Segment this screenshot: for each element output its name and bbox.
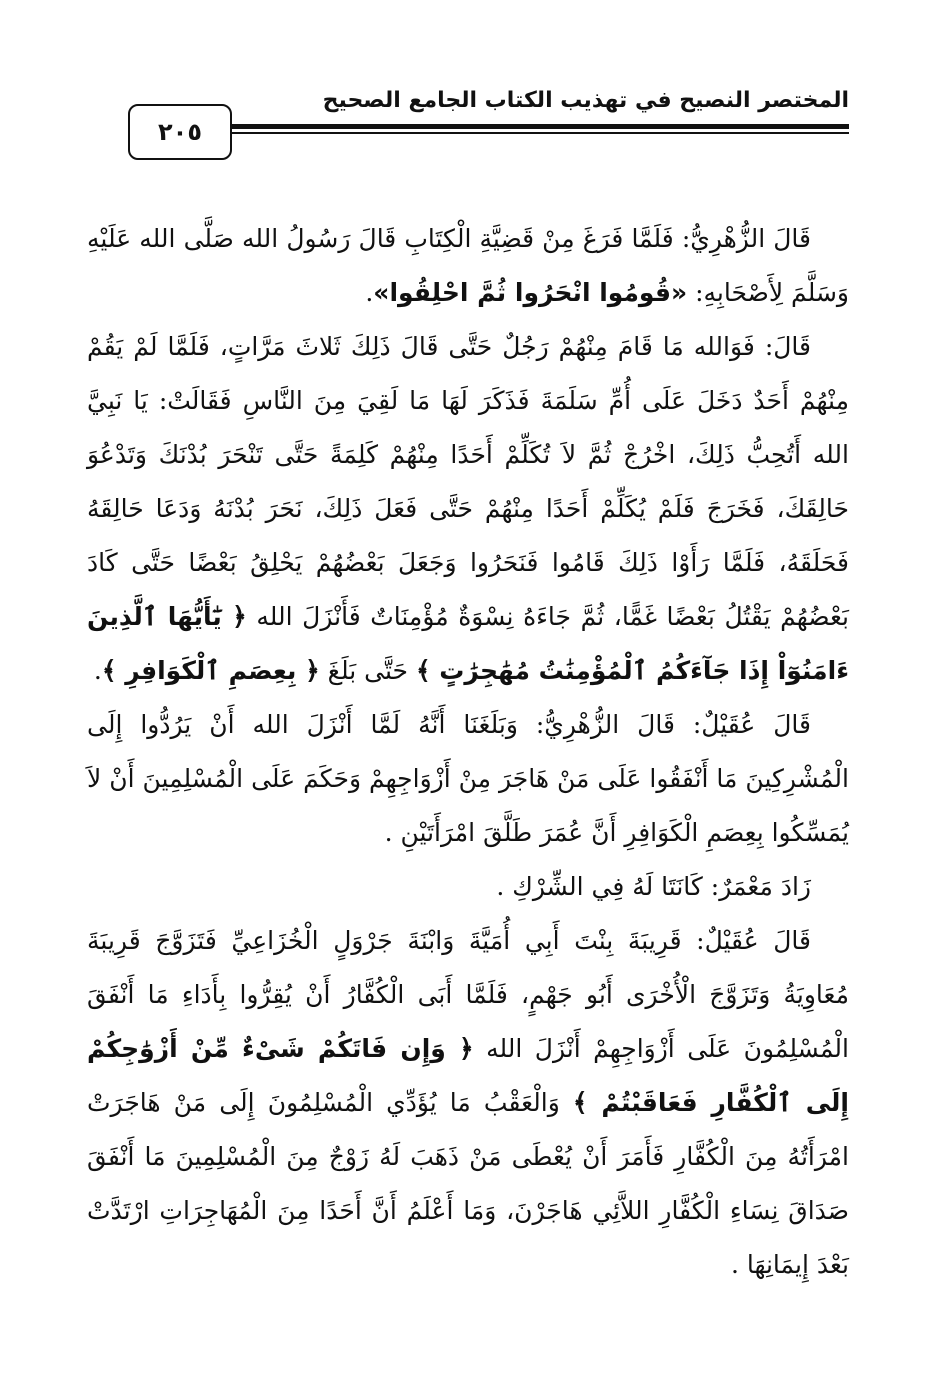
- page-number-frame: [128, 104, 232, 160]
- paragraph: [87, 860, 849, 914]
- page-number: ٢٠٥: [158, 118, 202, 146]
- header-rule-thin: [232, 132, 849, 134]
- paragraph-text: قَالَ: فَوَالله مَا قَامَ مِنْهُمْ رَجُلٌ حَتَّى قَالَ ذَلِكَ ثَلاثَ مَرَّاتٍ، فَلَمَّا لَمْ يَقُمْ مِنْهُمْ أَحَدٌ دَخَلَ عَلَى أُمِّ سَلَمَةَ فَذَكَرَ لَهَا مَا لَقِيَ مِنَ النَّاسِ فَقَالَتْ: يَا نَبِيَّ الله أَتُحِبُّ ذَلِكَ، اخْرُجْ ثُمَّ لاَ تُكَلِّمْ أَحَدًا مِنْهُمْ كَلِمَةً حَتَّى تَنْحَرَ بُدْنَكَ وَتَدْعُوَ حَالِقَكَ، فَخَرَجَ فَلَمْ يُكَلِّمْ أَحَدًا مِنْهُمْ حَتَّى فَعَلَ ذَلِكَ، نَحَرَ بُدْنَهُ وَدَعَا حَالِقَهُ فَحَلَقَهُ، فَلَمَّا رَأَوْا ذَلِكَ قَامُوا فَنَحَرُوا وَجَعَلَ بَعْضُهُمْ يَحْلِقُ بَعْضًا حَتَّى كَادَ بَعْضُهُمْ يَقْتُلُ بَعْضًا غَمًّا، ثُمَّ جَاءَهُ نِسْوَةٌ مُؤْمِنَاتٌ فَأَنْزَلَ الله: [87, 332, 849, 631]
- paragraph-text: .: [365, 278, 374, 307]
- paragraph: [87, 914, 849, 1292]
- hadith-quote: «قُومُوا انْحَرُوا ثُمَّ احْلِقُوا»: [373, 278, 688, 307]
- quran-verse: ﴿ يَٰٓأَيُّهَا ٱلَّذِينَ ءَامَنُوٓاْ إِذَا جَآءَكُمُ ٱلْمُؤْمِنَٰتُ مُهَٰجِرَٰتٍ ﴾: [87, 602, 849, 685]
- running-title: المختصر النصيح في تهذيب الكتاب الجامع الصحيح: [322, 88, 849, 113]
- paragraph-text: زَادَ مَعْمَرٌ: كَانَتَا لَهُ فِي الشِّرْكِ .: [496, 872, 811, 901]
- quran-verse: ﴿ وَإِن فَاتَكُمْ شَىْءٌ مِّنْ أَزْوَٰجِكُمْ إِلَى ٱلْكُفَّارِ فَعَاقَبْتُمْ ﴾: [87, 1034, 849, 1117]
- paragraph-text: .: [93, 656, 102, 685]
- paragraph: [87, 698, 849, 860]
- paragraph-text: قَالَ عُقَيْلٌ: قَرِيبَةَ بِنْتَ أَبِي أُمَيَّةَ وَابْنَةَ جَرْوَلٍ الْخُزَاعِيِّ فَتَزَوَّجَ قَرِيبَةَ مُعَاوِيَةُ وَتَزَوَّجَ الْأُخْرَى أَبُو جَهْمٍ، فَلَمَّا أَبَى الْكُفَّارُ أَنْ يُقِرُّوا بِأَدَاءِ مَا أَنْفَقَ الْمُسْلِمُونَ عَلَى أَزْوَاجِهِمْ أَنْزَلَ الله: [87, 926, 849, 1063]
- paragraph-text: قَالَ الزُّهْرِيُّ: فَلَمَّا فَرَغَ مِنْ قَضِيَّةِ الْكِتَابِ قَالَ رَسُولُ الله صَلَّى الله عَلَيْهِ وَسَلَّمَ لِأَصْحَابِهِ:: [87, 224, 849, 307]
- quran-verse: ﴿ بِعِصَمِ ٱلْكَوَافِرِ ﴾: [101, 656, 320, 685]
- paragraph-text: قَالَ عُقَيْلٌ: قَالَ الزُّهْرِيُّ: وَبَلَغَنَا أَنَّهُ لَمَّا أَنْزَلَ الله أَنْ يَرُدُّوا إِلَى الْمُشْرِكِينَ مَا أَنْفَقُوا عَلَى مَنْ هَاجَرَ مِنْ أَزْوَاجِهِمْ وَحَكَمَ عَلَى الْمُسْلِمِينَ أَنْ لاَ يُمَسِّكُوا بِعِصَمِ الْكَوَافِرِ أَنَّ عُمَرَ طَلَّقَ امْرَأَتَيْنِ .: [87, 710, 849, 847]
- body-text: [87, 212, 849, 1292]
- paragraph: [87, 212, 849, 320]
- header-rule: [232, 124, 849, 129]
- paragraph: [87, 320, 849, 698]
- paragraph-text: وَالْعَقْبُ مَا يُؤَدِّي الْمُسْلِمُونَ إِلَى مَنْ هَاجَرَتْ امْرَأَتُهُ مِنَ الْكُفَّارِ فَأَمَرَ أَنْ يُعْطَى مَنْ ذَهَبَ لَهُ زَوْجٌ مِنَ الْمُسْلِمِينَ مَا أَنْفَقَ صَدَاقَ نِسَاءِ الْكُفَّارِ اللاَّئِي هَاجَرْنَ، وَمَا أَعْلَمُ أَنَّ أَحَدًا مِنَ الْمُهَاجِرَاتِ ارْتَدَّتْ بَعْدَ إِيمَانِهَا .: [87, 1088, 849, 1279]
- paragraph-text: حَتَّى بَلَغَ: [319, 656, 416, 685]
